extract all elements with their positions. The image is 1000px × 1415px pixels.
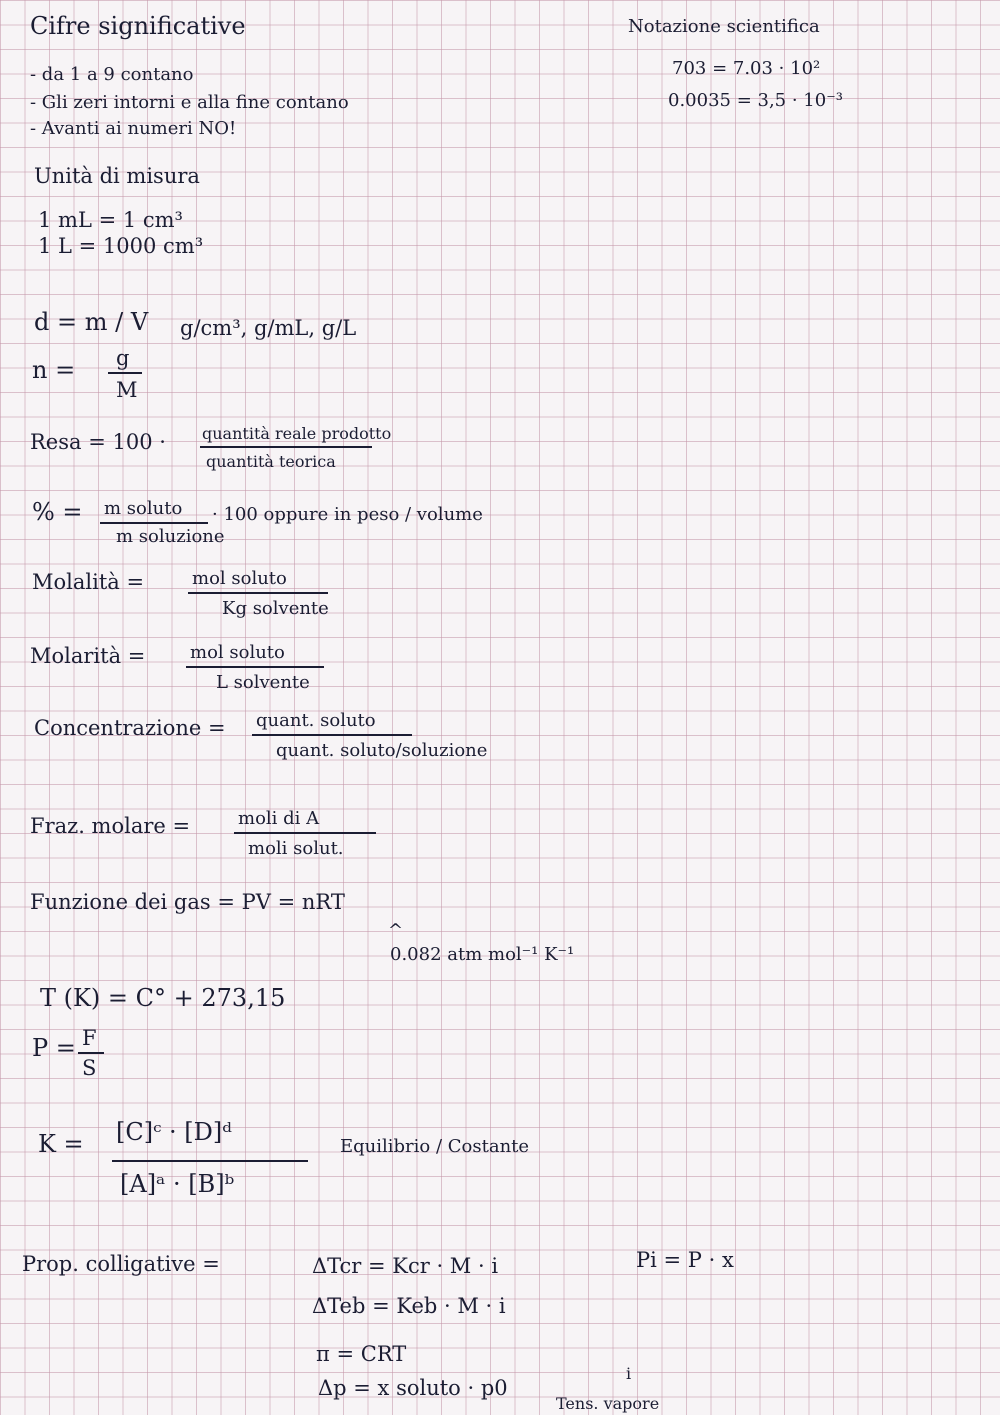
density-units: g/cm³, g/mL, g/L [180,316,357,340]
sci-notation-title: Notazione scientifica [628,16,820,37]
units-l: 1 L = 1000 cm³ [38,234,204,258]
colligative-ebullioscopic: ΔTeb = Keb · M · i [312,1294,506,1318]
moles-lhs: n = [32,356,76,384]
resa-fraction-line [200,446,372,448]
percent-tail: · 100 oppure in peso / volume [212,504,483,525]
percent-denominator: m soluzione [116,526,225,547]
density-equation: d = m / V [34,308,149,336]
molality-numerator: mol soluto [192,568,287,589]
molfraction-denominator: moli solut. [248,838,344,859]
molfraction-fraction-line [234,832,376,834]
equilibrium-denominator: [A]ᵃ · [B]ᵇ [120,1170,235,1198]
temperature-formula: T (K) = C° + 273,15 [40,984,286,1012]
molfraction-numerator: moli di A [238,808,320,829]
molality-fraction-line [188,592,328,594]
molality-lhs: Molalità = [32,570,145,594]
colligative-vapor-pressure-note: Tens. vapore [556,1394,660,1413]
resa-denominator: quantità teorica [206,452,336,471]
concentration-fraction-line [252,734,412,736]
equilibrium-lhs: K = [38,1130,84,1158]
molarity-numerator: mol soluto [190,642,285,663]
units-title: Unità di misura [34,164,200,188]
pressure-numerator: F [82,1026,97,1050]
units-ml: 1 mL = 1 cm³ [38,208,183,232]
gas-law-equation: Funzione dei gas = PV = nRT [30,890,345,914]
sci-notation-example-2: 0.0035 = 3,5 · 10⁻³ [668,90,843,111]
sigfig-rule-3: - Avanti ai numeri NO! [30,118,237,139]
equilibrium-numerator: [C]ᶜ · [D]ᵈ [116,1118,232,1146]
gas-constant-value: 0.082 atm mol⁻¹ K⁻¹ [390,944,575,965]
colligative-cryoscopic: ΔTcr = Kcr · M · i [312,1254,499,1278]
molfraction-lhs: Fraz. molare = [30,814,191,838]
concentration-lhs: Concentrazione = [34,716,226,740]
sigfig-rule-2: - Gli zeri intorni e alla fine contano [30,92,349,113]
moles-fraction-line [108,372,142,374]
resa-numerator: quantità reale prodotto [202,424,392,443]
moles-denominator: M [116,378,138,402]
molarity-fraction-line [186,666,324,668]
colligative-vapor-pressure: Δp = x soluto · p0 [318,1376,508,1400]
concentration-numerator: quant. soluto [256,710,376,731]
colligative-raoult: Pi = P · x [636,1248,734,1272]
page-title: Cifre significative [30,12,246,40]
colligative-lhs: Prop. colligative = [22,1252,220,1276]
moles-numerator: g [116,346,130,370]
equilibrium-fraction-line [112,1160,308,1162]
sigfig-rule-1: - da 1 a 9 contano [30,64,194,85]
percent-fraction-line [100,522,208,524]
percent-lhs: % = [32,498,83,526]
colligative-osmotic: π = CRT [316,1342,407,1366]
molality-denominator: Kg solvente [222,598,329,619]
gas-constant-arrow: ^ [388,920,404,941]
sci-notation-example-1: 703 = 7.03 · 10² [672,58,821,79]
concentration-denominator: quant. soluto/soluzione [276,740,488,761]
molarity-denominator: L solvente [216,672,310,693]
pressure-denominator: S [82,1056,97,1080]
equilibrium-label: Equilibrio / Costante [340,1136,530,1157]
molarity-lhs: Molarità = [30,644,146,668]
percent-numerator: m soluto [104,498,183,519]
colligative-vapor-pressure-exponent: i [626,1364,632,1383]
pressure-lhs: P = [32,1034,76,1062]
resa-lhs: Resa = 100 · [30,430,166,454]
pressure-fraction-line [78,1052,104,1054]
